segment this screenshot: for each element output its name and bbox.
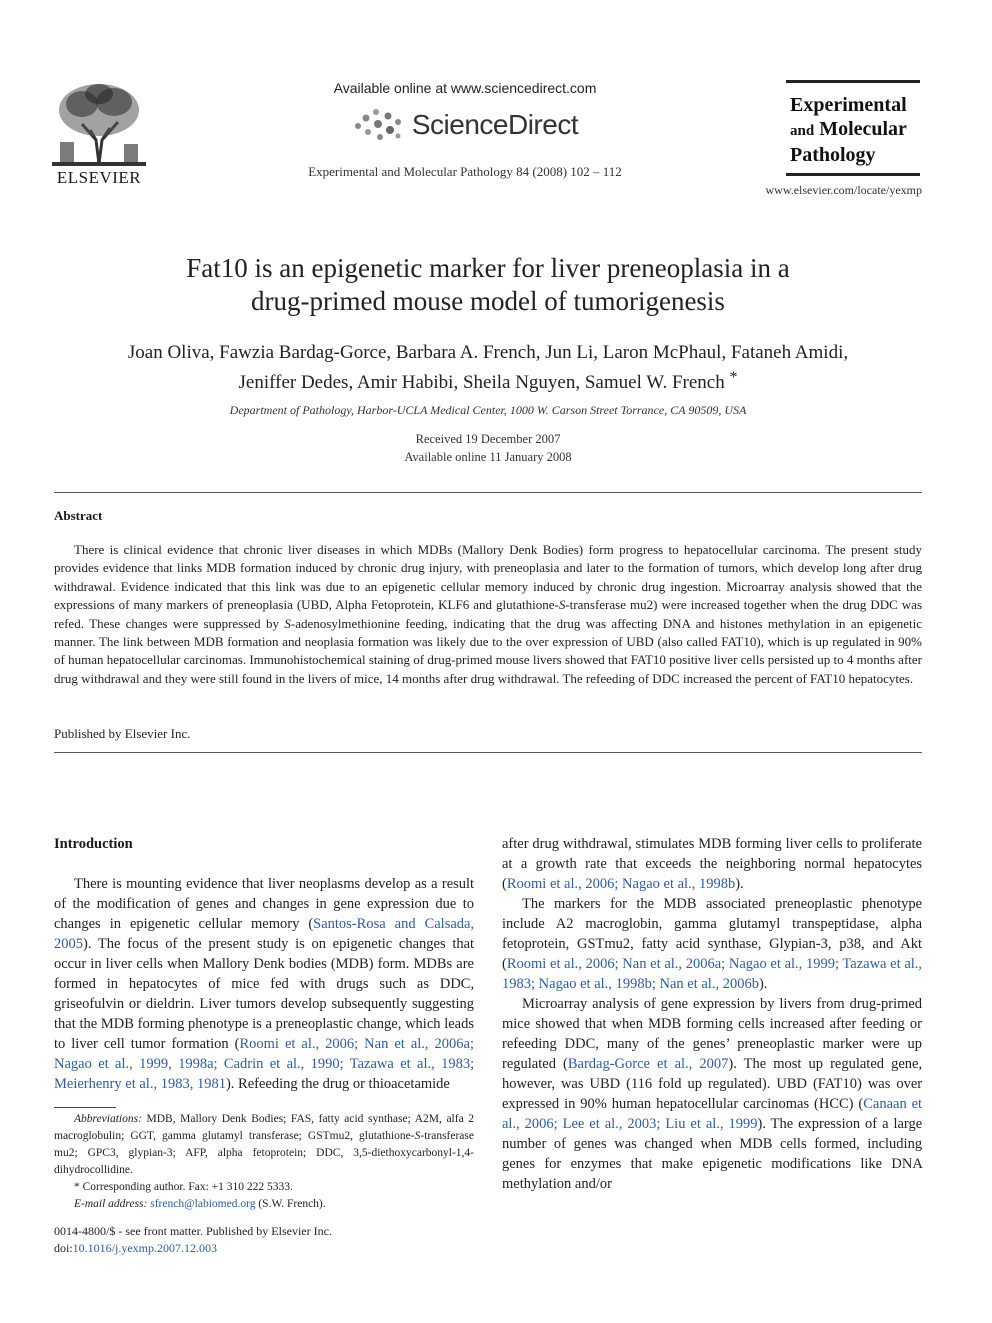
- sciencedirect-dots-icon: [352, 106, 404, 144]
- available-date: Available online 11 January 2008: [404, 450, 572, 464]
- email-label: E-mail address:: [74, 1198, 148, 1210]
- article-title: [100, 252, 876, 318]
- body-column-left: [54, 874, 474, 1094]
- authors-line2: [50, 365, 926, 395]
- intro-paragraph-1: [54, 874, 474, 1094]
- abbreviations-footnote: [54, 1111, 474, 1179]
- abbreviations-text-b: -transferase mu2; GPC3, glypian-3; AFP, alpha fetoprotein; DDC, 3,5-diethoxycarbonyl-1,4-dihydrocollidine.: [54, 1130, 474, 1176]
- abstract-text: [54, 541, 922, 688]
- abstract-heading: Abstract: [54, 508, 103, 523]
- abbreviations-italic-s: S: [414, 1130, 421, 1142]
- intro-p2-text-b: ).: [758, 976, 768, 992]
- article-dates: [300, 430, 676, 466]
- intro-p2-text-a: The markers for the MDB associated preneoplastic phenotype include A2 macroglobin, gamma glutamyl transpeptidase, alpha fetoprotein, GSTmu2, fatty acid synthase, Glypian-3, p38, and Akt (: [502, 896, 923, 972]
- abbreviations-label: Abbreviations:: [74, 1113, 142, 1125]
- issn-line: 0014-4800/$ - see front matter. Published by Elsevier Inc.: [54, 1224, 332, 1238]
- intro-p3-text-c: ). The expression of a large number of genes was changed when MDB cells formed, including genes for enzymes that make epigenetic modifications like DNA methylation and/or: [502, 1116, 923, 1192]
- journal-name-line3: Pathology: [790, 144, 876, 166]
- abstract-italic-s1: S: [558, 597, 566, 613]
- intro-p1-text-b: ). The focus of the present study is on epigenetic changes that occur in liver cells when Mallory Denk bodies (MDB) form. MDBs are formed in hepatocytes of mice fed with drugs such as DDC, griseofulvin or dieldrin. Liver tumors develop subsequently suggesting that the MDB forming phenotype is a preneoplastic change, which leads to liver cell tumor formation (: [54, 936, 475, 1052]
- doi-link[interactable]: 10.1016/j.yexmp.2007.12.003: [72, 1241, 217, 1255]
- email-footnote: [54, 1196, 474, 1213]
- intro-paragraph-2: [502, 894, 922, 994]
- intro-p3-text-a: Microarray analysis of gene expression by livers from drug-primed mice showed that when MDB forming cells increased after feeding or refeeding DDC, many of the genes’ preneoplastic marker were up regulated (: [502, 996, 923, 1072]
- affiliation: Department of Pathology, Harbor-UCLA Medical Center, 1000 W. Carson Street Torrance, CA 90509, USA: [229, 403, 747, 417]
- intro-p1-text-c: ). Refeeding the drug or thioacetamide: [225, 1076, 450, 1092]
- authors-line1: Joan Oliva, Fawzia Bardag-Gorce, Barbara A. French, Jun Li, Laron McPhaul, Fataneh Amidi,: [127, 342, 849, 363]
- journal-logo: [786, 80, 920, 176]
- sciencedirect-logo: [230, 104, 700, 146]
- abstract-italic-s2: S: [284, 615, 291, 631]
- doi-line: [54, 1240, 332, 1257]
- citation-link[interactable]: Santos-Rosa and Calsada, 2005: [54, 916, 475, 952]
- intro-paragraph-1: [502, 834, 922, 894]
- doi-label: doi:: [54, 1241, 73, 1255]
- citation-link[interactable]: Roomi et al., 2006; Nagao et al., 1998b: [506, 876, 736, 892]
- intro-p1-text-a: There is mounting evidence that liver neoplasms develop as a result of the modification of genes and changes in gene expression due to changes in epigenetic cellular memory (: [54, 876, 475, 932]
- corresponding-author-mark[interactable]: *: [729, 369, 738, 386]
- citation-link[interactable]: Bardag-Gorce et al., 2007: [567, 1056, 729, 1072]
- introduction-heading: Introduction: [54, 836, 133, 852]
- citation-link[interactable]: Roomi et al., 2006; Nan et al., 2006a; Nagao et al., 1999, 1998a; Cadrin et al., 1990; Tazawa et al., 1983; Meierhenry et al., 1983, 1981: [54, 1036, 475, 1092]
- email-link[interactable]: sfrench@labiomed.org: [150, 1198, 256, 1210]
- intro-p1-text-c: after drug withdrawal, stimulates MDB forming liver cells to proliferate at a growth rate that exceeds the neighboring normal hepatocytes (: [502, 836, 923, 892]
- footnote-rule: [54, 1107, 116, 1108]
- footnotes: [54, 1111, 474, 1213]
- elsevier-tree-icon: [52, 80, 146, 166]
- abbreviations-text-a: MDB, Mallory Denk Bodies; FAS, fatty acid synthase; A2M, alfa 2 macroglobulin; GGT, gamma glutamyl transferase; GSTmu2, glutathione-: [54, 1113, 474, 1142]
- journal-name-line2: [790, 117, 920, 143]
- intro-p3-text-b: ). The most up regulated gene, however, was UBD (116 fold up regulated). UBD (FAT10) was over expressed in 90% human hepatocellular carcinomas (HCC) (: [502, 1056, 923, 1112]
- journal-name-line1: Experimental: [790, 94, 907, 116]
- abstract-part-a: There is clinical evidence that chronic liver diseases in which MDBs (Mallory Denk Bodies) form progress to hepatocellular carcinoma. The present study provides evidence that links MDB formation induced by chronic drug injury, with preneoplasia and later to the formation of tumors, which develop long after drug withdrawal. Evidence indicated that this link was due to an epigenetic cellular memory induced by chronic drug ingestion. Microarray analysis showed that the expressions of many markers of preneoplasia (UBD, Alpha Fetoprotein, KLF6 and glutathione-: [54, 542, 922, 613]
- abstract-part-c: -adenosylmethionine feeding, indicating that the drug was affecting DNA and histones methylation in an epigenetic manner. The link between MDB formation and neoplasia formation was likely due to the over expression of UBD (also called FAT10), which is up regulated in 90% of human hepatocellular carcinomas. Immunohistochemical staining of drug-primed mouse livers showed that FAT10 positive liver cells persisted up to 4 months after drug withdrawal and they were still found in the livers of mice, 14 months after drug withdrawal. The refeeding of DDC increased the percent of FAT10 hepatocytes.: [54, 615, 922, 686]
- email-tail: (S.W. French).: [255, 1198, 326, 1210]
- body-column-right: [502, 834, 922, 1194]
- title-line2: drug-primed mouse model of tumorigenesis: [251, 286, 725, 316]
- journal-url[interactable]: www.elsevier.com/locate/yexmp: [765, 183, 922, 197]
- corresponding-author-footnote: * Corresponding author. Fax: +1 310 222 5333.: [74, 1181, 293, 1193]
- received-date: Received 19 December 2007: [415, 432, 561, 446]
- citation-link[interactable]: Canaan et al., 2006; Lee et al., 2003; Liu et al., 1999: [502, 1096, 923, 1132]
- front-matter: [54, 1223, 332, 1257]
- publisher-name: ELSEVIER: [56, 168, 142, 187]
- title-line1: Fat10 is an epigenetic marker for liver preneoplasia in a: [186, 253, 790, 283]
- intro-paragraph-3: [502, 994, 922, 1194]
- elsevier-logo: [52, 80, 146, 188]
- citation-link[interactable]: Roomi et al., 2006; Nan et al., 2006a; Nagao et al., 1999; Tazawa et al., 1983; Nagao et al., 1998b; Nan et al., 2006b: [502, 956, 923, 992]
- journal-name-molecular: Molecular: [819, 118, 907, 140]
- abstract-rule-bottom: [54, 752, 922, 753]
- journal-name: [786, 83, 920, 167]
- abstract-part-b: -transferase mu2) were increased together when the drug DDC was refed. These changes were suppressed by: [54, 597, 923, 631]
- authors-line2-text: Jeniffer Dedes, Amir Habibi, Sheila Nguyen, Samuel W. French: [238, 372, 725, 393]
- journal-name-and: and: [790, 123, 815, 139]
- journal-citation: Experimental and Molecular Pathology 84 (2008) 102 – 112: [308, 164, 622, 179]
- header-center: [230, 80, 700, 180]
- sciencedirect-wordmark: ScienceDirect: [411, 109, 579, 140]
- journal-rule-bottom: [786, 173, 920, 176]
- published-by: Published by Elsevier Inc.: [54, 726, 191, 741]
- available-online-text[interactable]: Available online at www.sciencedirect.com: [333, 80, 597, 96]
- author-list: [50, 340, 926, 395]
- intro-p1-text-d: ).: [735, 876, 744, 892]
- abstract-rule-top: [54, 492, 922, 493]
